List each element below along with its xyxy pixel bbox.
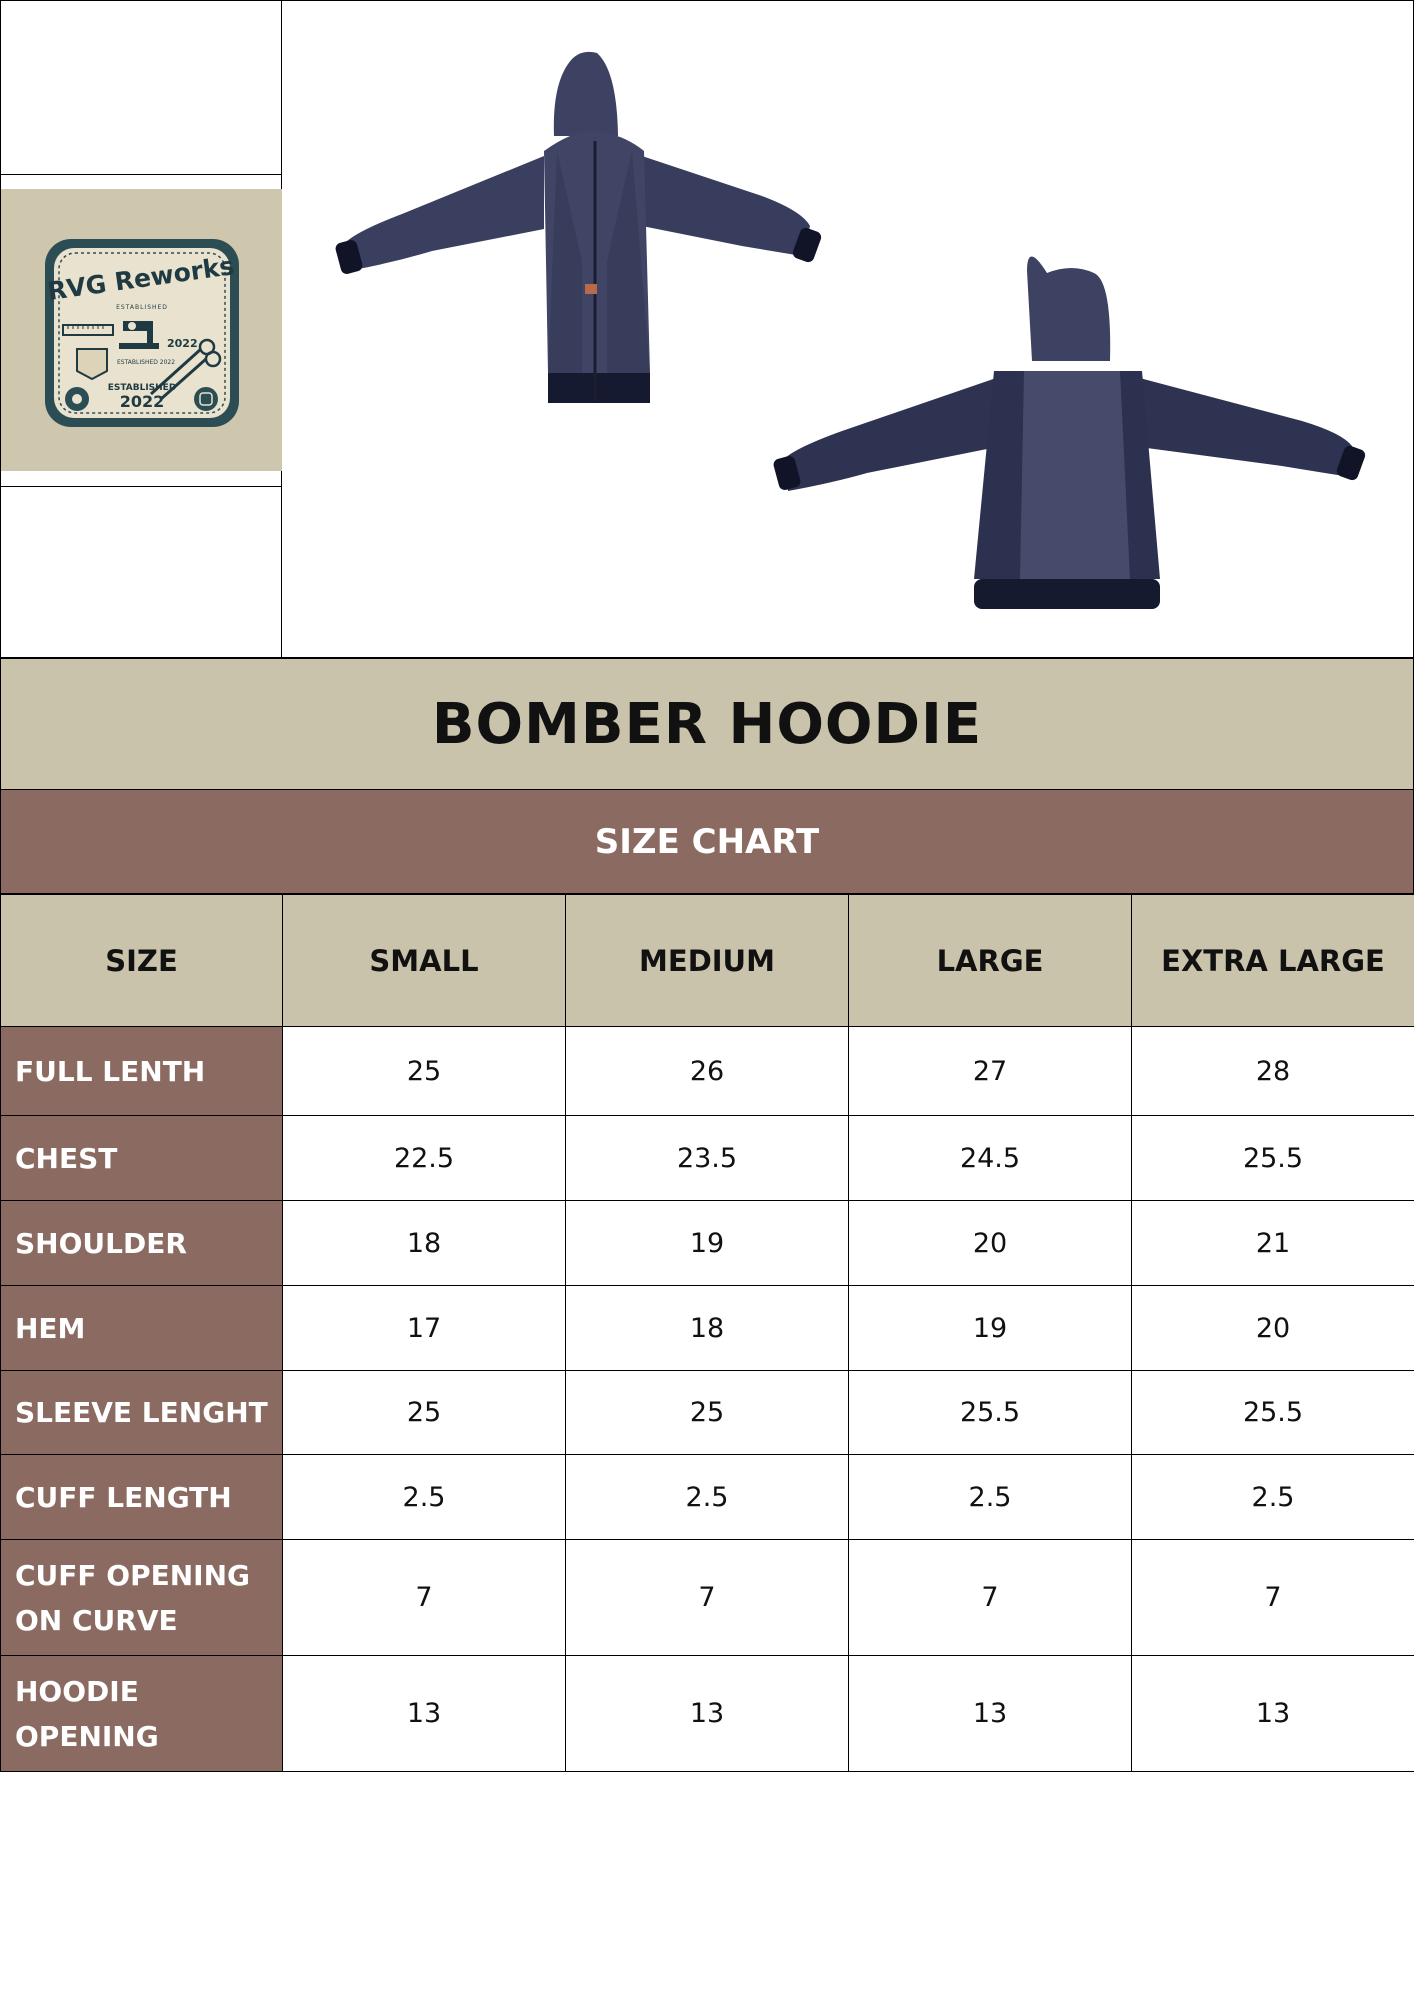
- table-cell: 7: [849, 1540, 1132, 1656]
- table-cell: 26: [566, 1027, 849, 1116]
- column-header-small: SMALL: [283, 895, 566, 1027]
- row-label: CUFF LENGTH: [1, 1455, 283, 1540]
- table-cell: 7: [1132, 1540, 1414, 1656]
- table-row: [1, 1286, 1414, 1371]
- brand-logo-icon: [1, 189, 282, 471]
- row-label: HEM: [1, 1286, 283, 1371]
- table-cell: 7: [566, 1540, 849, 1656]
- row-label: SLEEVE LENGHT: [1, 1371, 283, 1455]
- table-cell: 20: [849, 1201, 1132, 1286]
- logo-background: [1, 189, 282, 471]
- table-row: [1, 1371, 1414, 1455]
- table-row: [1, 1201, 1414, 1286]
- table-row: [1, 1027, 1414, 1116]
- table-cell: 7: [283, 1540, 566, 1656]
- column-header-size: SIZE: [1, 895, 283, 1027]
- row-label: CUFF OPENING ON CURVE: [1, 1540, 283, 1656]
- table-header-row: [1, 895, 1414, 1027]
- table-cell: 19: [566, 1201, 849, 1286]
- product-title: BOMBER HOODIE: [431, 691, 983, 757]
- svg-text:RVG Reworks: RVG Reworks: [45, 251, 236, 307]
- hoodie-back-image: [282, 1, 1413, 657]
- svg-text:2022: 2022: [119, 392, 165, 411]
- svg-text:2022: 2022: [167, 337, 198, 350]
- table-cell: 13: [283, 1656, 566, 1772]
- svg-text:ESTABLISHED 2022: ESTABLISHED 2022: [117, 359, 176, 366]
- size-chart-table: [0, 894, 1414, 1772]
- table-cell: 13: [566, 1656, 849, 1772]
- column-header-extra-large: EXTRA LARGE: [1132, 895, 1414, 1027]
- table-row: [1, 1455, 1414, 1540]
- svg-text:ESTABLISHED: ESTABLISHED: [116, 304, 168, 311]
- table-cell: 25.5: [1132, 1371, 1414, 1455]
- table-cell: 2.5: [566, 1455, 849, 1540]
- divider: [1, 486, 283, 487]
- row-label: FULL LENTH: [1, 1027, 283, 1116]
- table-cell: 18: [566, 1286, 849, 1371]
- table-row: [1, 1116, 1414, 1201]
- table-cell: 23.5: [566, 1116, 849, 1201]
- header-block: [0, 0, 1414, 658]
- table-cell: 27: [849, 1027, 1132, 1116]
- logo-column: [0, 0, 282, 658]
- table-cell: 25.5: [1132, 1116, 1414, 1201]
- size-chart-heading-bar: [0, 790, 1414, 894]
- column-header-medium: MEDIUM: [566, 895, 849, 1027]
- table-cell: 17: [283, 1286, 566, 1371]
- product-photo-cell: [282, 0, 1414, 658]
- row-label: SHOULDER: [1, 1201, 283, 1286]
- divider: [1, 174, 283, 175]
- table-cell: 18: [283, 1201, 566, 1286]
- table-cell: 2.5: [283, 1455, 566, 1540]
- table-cell: 13: [1132, 1656, 1414, 1772]
- table-cell: 22.5: [283, 1116, 566, 1201]
- table-cell: 25: [283, 1027, 566, 1116]
- table-row: [1, 1656, 1414, 1772]
- table-cell: 24.5: [849, 1116, 1132, 1201]
- table-cell: 13: [849, 1656, 1132, 1772]
- table-cell: 19: [849, 1286, 1132, 1371]
- table-cell: 25: [283, 1371, 566, 1455]
- row-label: CHEST: [1, 1116, 283, 1201]
- table-row: [1, 1540, 1414, 1656]
- table-cell: 25: [566, 1371, 849, 1455]
- table-cell: 25.5: [849, 1371, 1132, 1455]
- product-title-bar: [0, 658, 1414, 790]
- table-cell: 20: [1132, 1286, 1414, 1371]
- column-header-large: LARGE: [849, 895, 1132, 1027]
- table-cell: 28: [1132, 1027, 1414, 1116]
- table-cell: 2.5: [849, 1455, 1132, 1540]
- table-cell: 21: [1132, 1201, 1414, 1286]
- row-label: HOODIE OPENING: [1, 1656, 283, 1772]
- svg-text:ESTABLISHED: ESTABLISHED: [107, 383, 177, 393]
- size-chart-heading: SIZE CHART: [594, 821, 820, 862]
- table-cell: 2.5: [1132, 1455, 1414, 1540]
